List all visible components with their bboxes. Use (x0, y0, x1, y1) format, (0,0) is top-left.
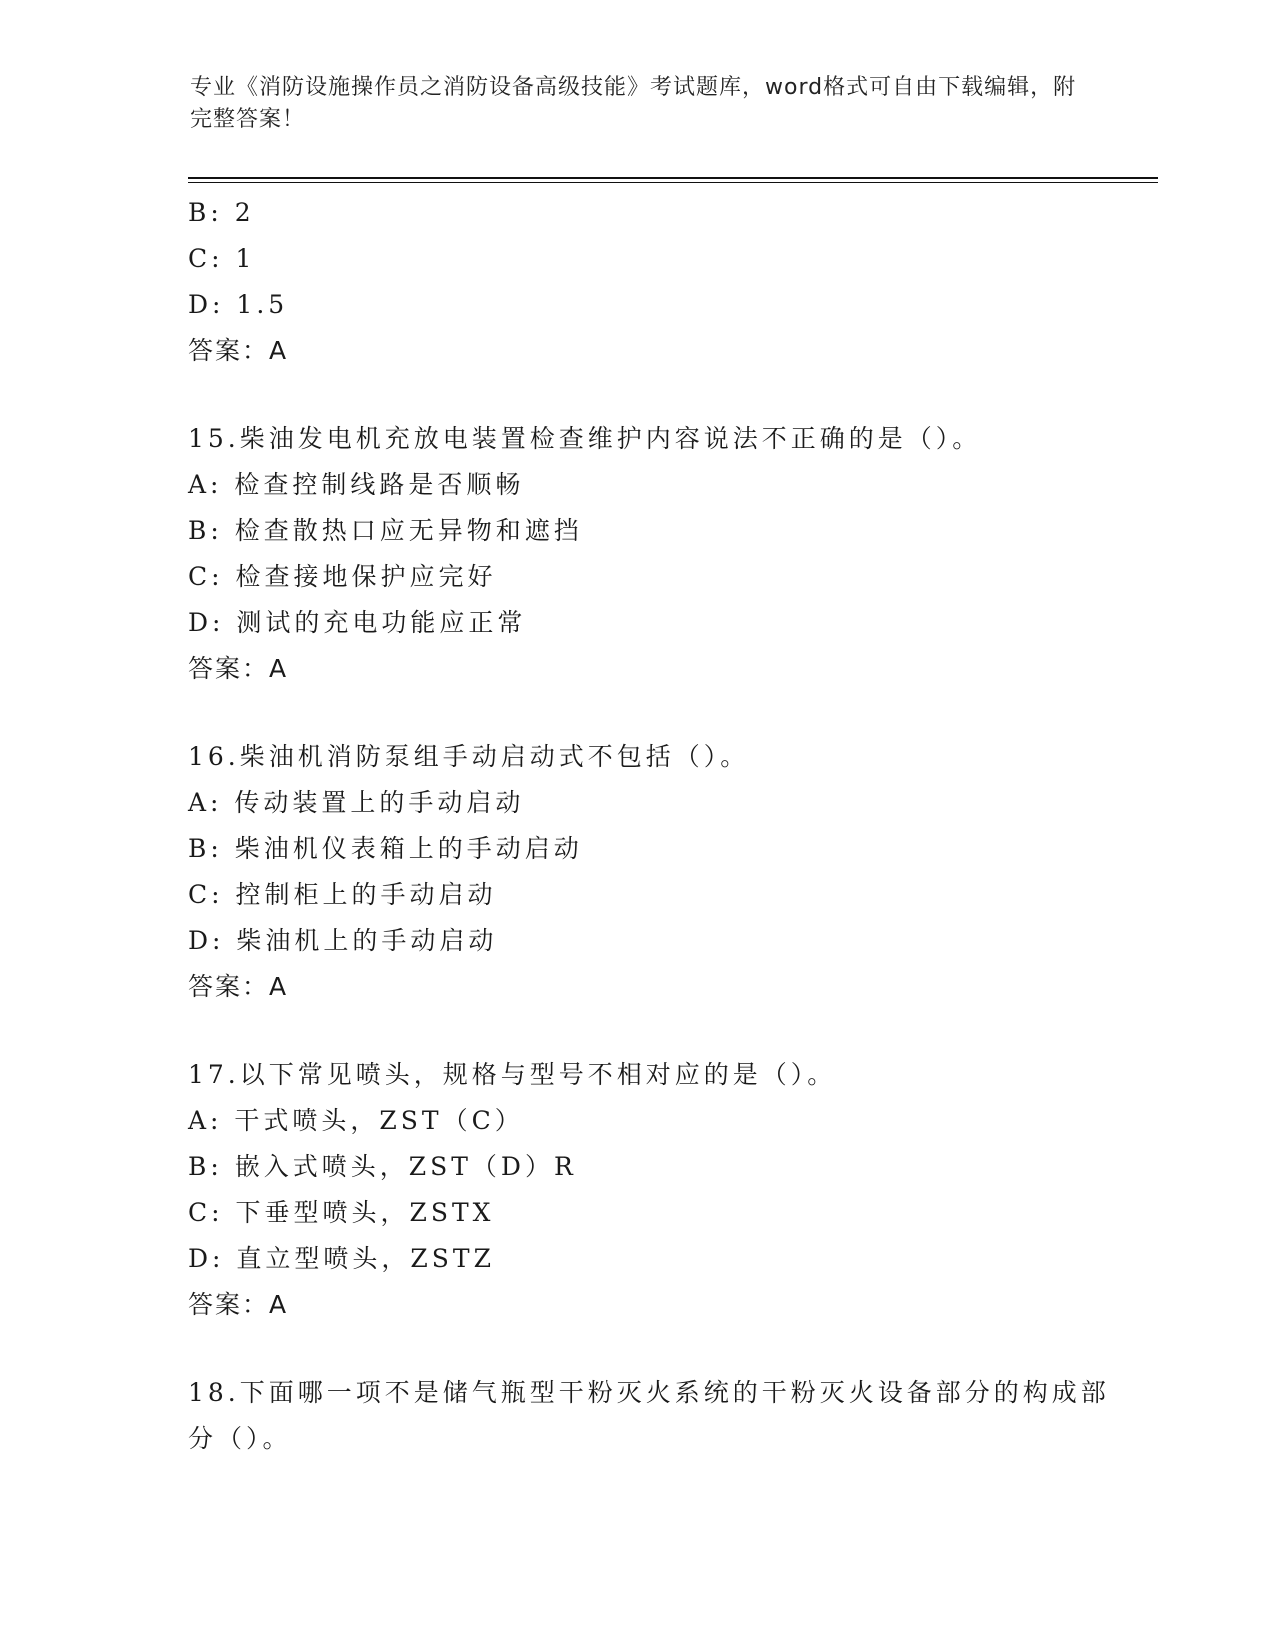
option-d: D: 测试的充电功能应正常 (188, 608, 527, 637)
question-stem: 17.以下常见喷头，规格与型号不相对应的是（）。 (188, 1060, 837, 1089)
question-14-continuation (188, 190, 1128, 374)
question-16 (188, 734, 1128, 1010)
answer: 答案：A (188, 654, 289, 683)
answer: 答案：A (188, 1290, 289, 1319)
option-c: C: 下垂型喷头，ZSTX (188, 1198, 495, 1227)
option-b: B: 检查散热口应无异物和遮挡 (188, 516, 583, 545)
question-stem: 16.柴油机消防泵组手动启动式不包括（）。 (188, 742, 750, 771)
option-b: B: 2 (188, 198, 255, 227)
option-c: C: 1 (188, 244, 256, 273)
option-d: D: 1.5 (188, 290, 289, 319)
answer: 答案：A (188, 972, 289, 1001)
option-d: D: 直立型喷头，ZSTZ (188, 1244, 495, 1273)
option-c: C: 检查接地保护应完好 (188, 562, 497, 591)
document-header: 专业《消防设施操作员之消防设备高级技能》考试题库，word格式可自由下载编辑，附完整答案！ (190, 75, 1077, 132)
option-d: D: 柴油机上的手动启动 (188, 926, 498, 955)
option-b: B: 柴油机仪表箱上的手动启动 (188, 834, 583, 863)
header-rule-thick (188, 177, 1158, 179)
option-a: A: 干式喷头，ZST（C） (188, 1106, 524, 1135)
question-18 (188, 1370, 1128, 1462)
option-a: A: 传动装置上的手动启动 (188, 788, 525, 817)
question-stem: 15.柴油发电机充放电装置检查维护内容说法不正确的是（）。 (188, 424, 982, 453)
answer: 答案：A (188, 336, 289, 365)
option-b: B: 嵌入式喷头，ZST（D）R (188, 1152, 577, 1181)
question-15 (188, 416, 1128, 692)
option-a: A: 检查控制线路是否顺畅 (188, 470, 525, 499)
option-c: C: 控制柜上的手动启动 (188, 880, 497, 909)
header-rule-thin (188, 182, 1158, 183)
question-17 (188, 1052, 1128, 1328)
question-list (188, 190, 1128, 1462)
question-stem: 18.下面哪一项不是储气瓶型干粉灭火系统的干粉灭火设备部分的构成部分（）。 (188, 1378, 1110, 1453)
